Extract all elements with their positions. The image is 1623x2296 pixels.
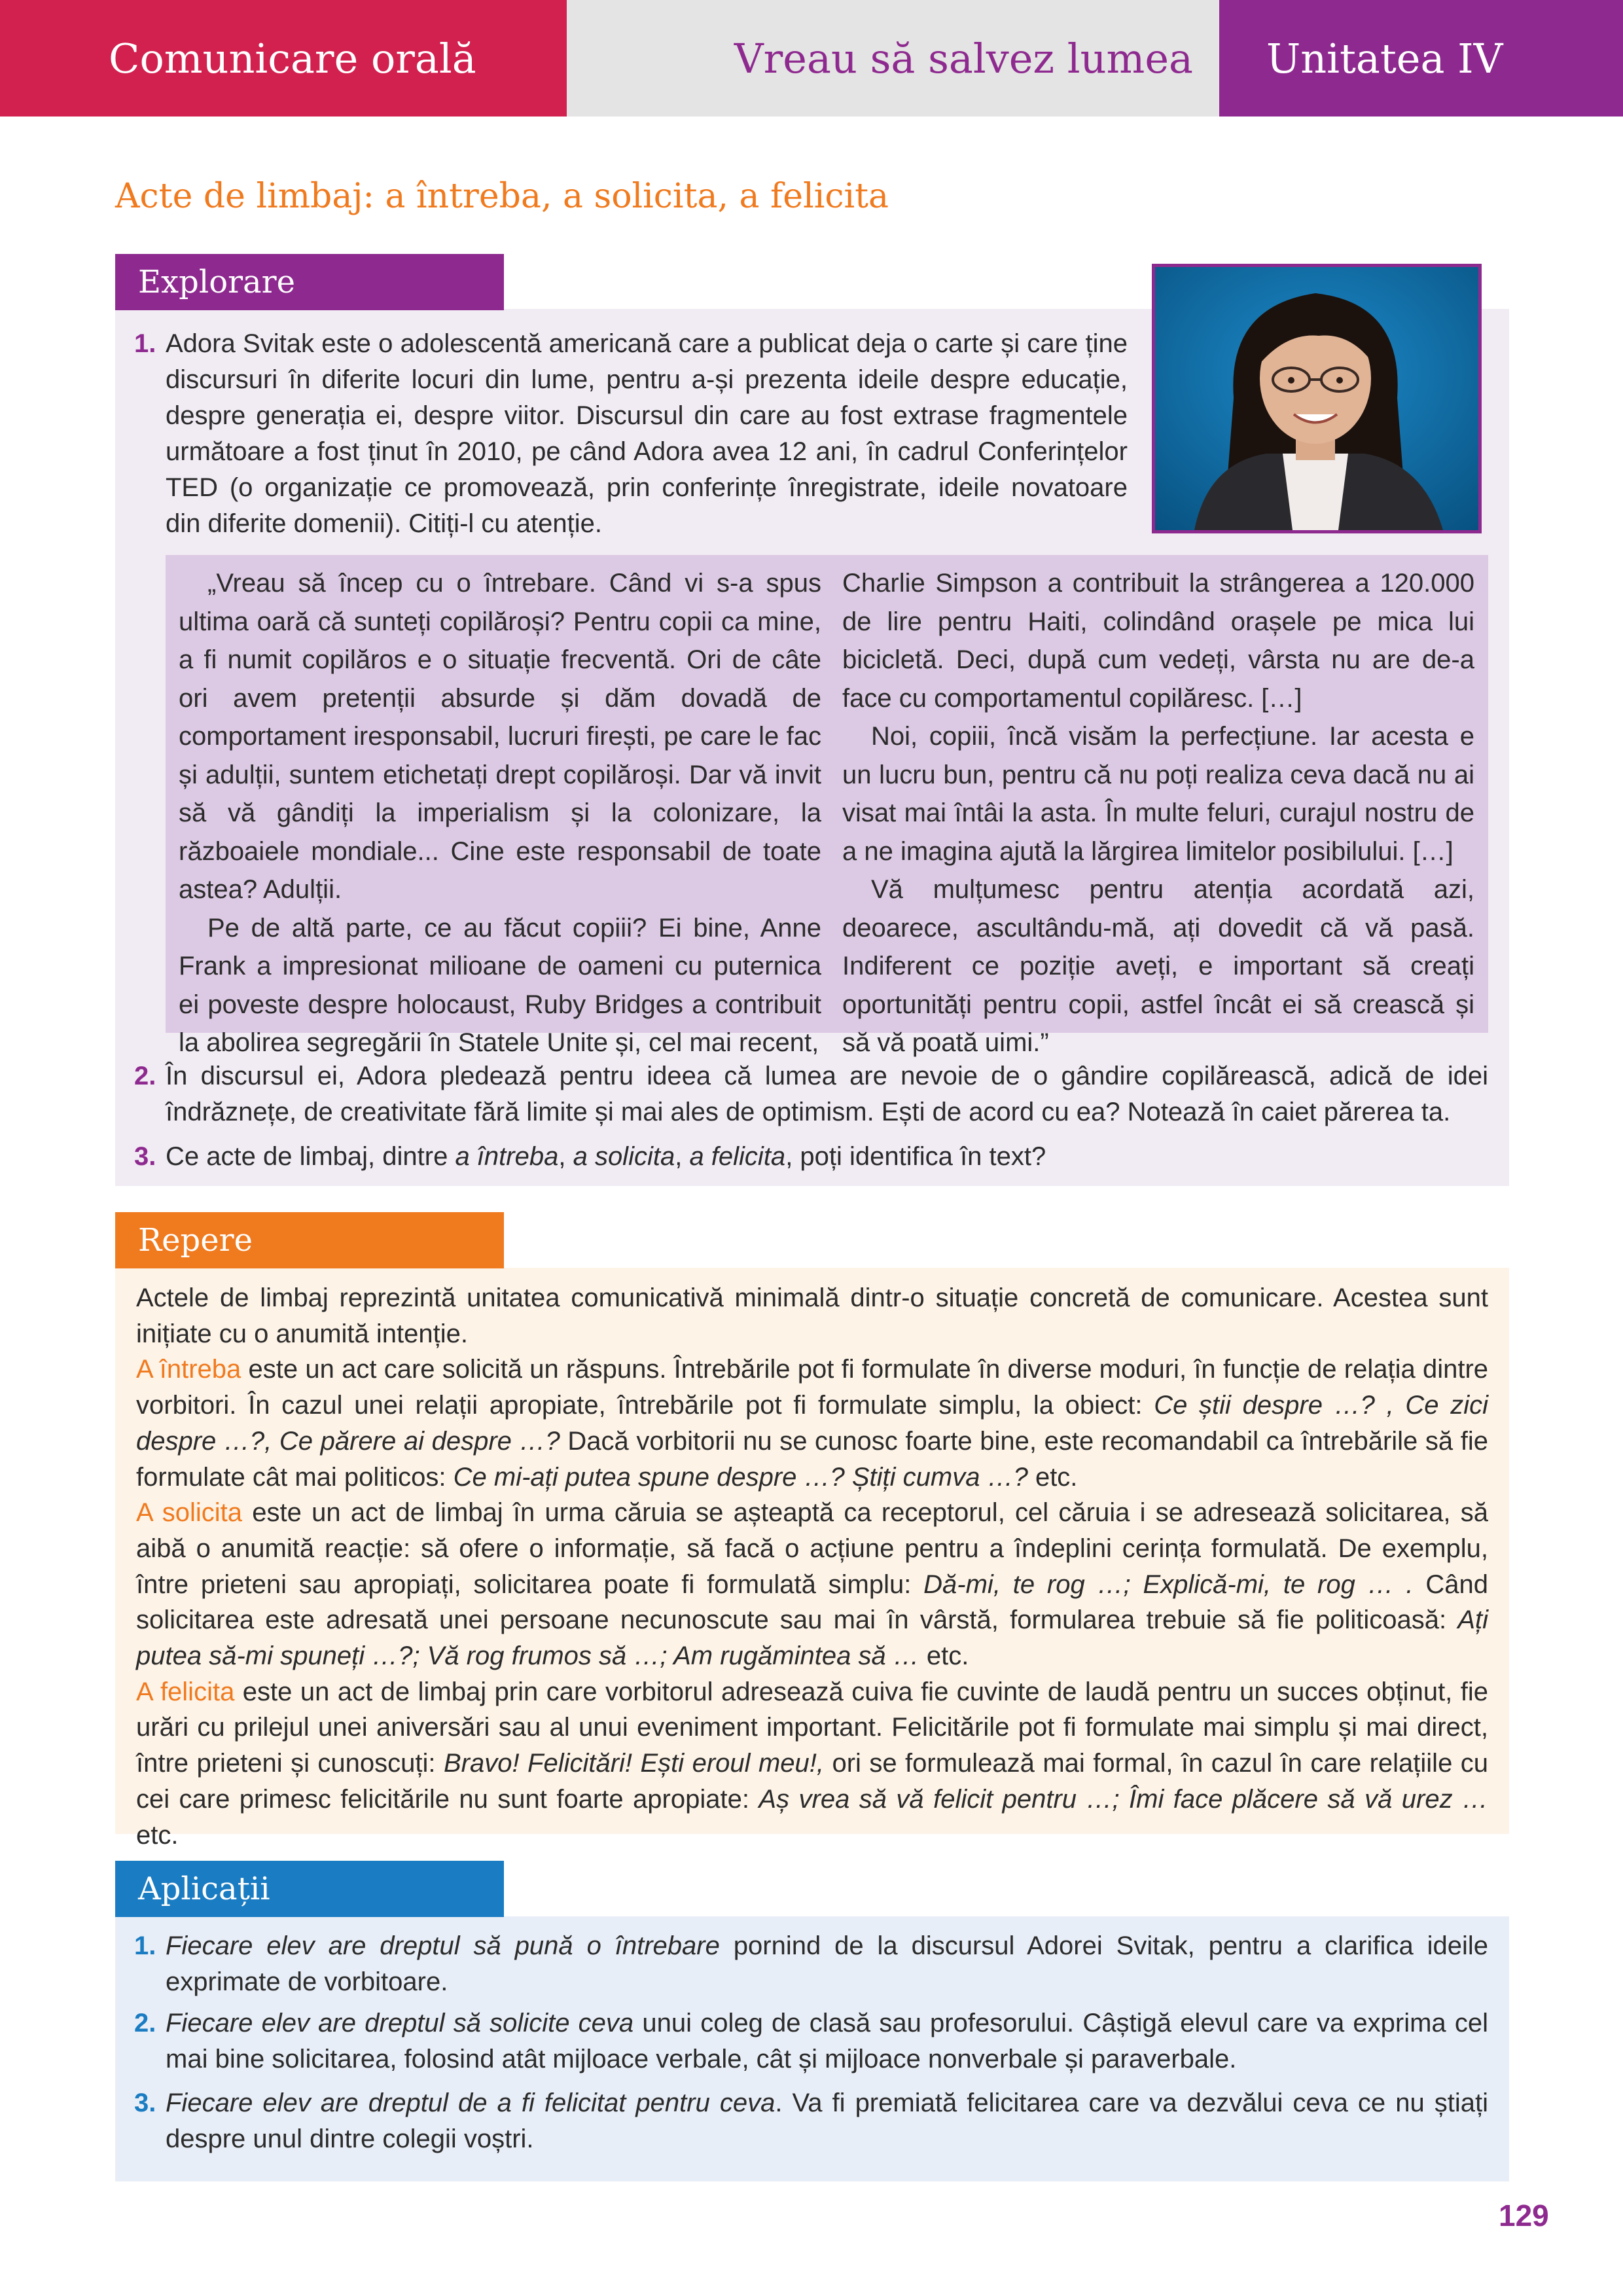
term-italic: a solicita xyxy=(573,1142,675,1171)
speech-paragraph: Noi, copiii, încă visăm la perfecțiune. Iar acesta e un lucru bun, pentru că nu poți realiza ceva dacă nu ai visat mai întâi la asta. În multe feluri, curajul nostru de a ne imagina ajută la lărgirea limitelor posibilului. […] xyxy=(842,722,1474,866)
speech-column-left xyxy=(179,564,821,1062)
text: etc. xyxy=(136,1784,1496,1850)
header-unit: Unitatea IV xyxy=(1266,35,1503,82)
text: Când solicitarea este adresată unei persoane necunoscute sau mai în vârstă, formularea trebuie să fie politicoasă: xyxy=(136,1570,1496,1635)
term-a-intreba: A întreba xyxy=(136,1355,241,1384)
text: Dacă vorbitorii nu se cunosc foarte bine, este recomandabil ca întrebările să fie formulate cât mai politicos: xyxy=(136,1426,1496,1492)
page-number: 129 xyxy=(1499,2198,1549,2233)
speech-column-right xyxy=(842,564,1474,1062)
explorare-item-1 xyxy=(134,326,1128,542)
term-a-felicita: A felicita xyxy=(136,1677,235,1706)
item-number: 2. xyxy=(134,2009,156,2037)
text: este un act care solicită un răspuns. Întrebările pot fi formulate în diverse moduri, în funcție de relația dintre vorbitori. În cazul unei relații apropiate, întrebările pot fi formulate simplu, la obiect: xyxy=(136,1355,1496,1420)
term-a-solicita: A solicita xyxy=(136,1498,242,1528)
repere-intro: Actele de limbaj reprezintă unitatea comunicativă minimală dintr-o situație concretă de comunicare. Acestea sunt inițiate cu o anumită intenție. xyxy=(136,1283,1488,1348)
example-italic: Aș vrea să vă felicit pentru …; Îmi face plăcere să vă urez … xyxy=(758,1784,1488,1814)
text: ori se formulează mai formal, în cazul în care relațiile cu cei care primesc felicitările nu sunt foarte apropiate: xyxy=(136,1749,1496,1814)
explorare-item-2 xyxy=(134,1058,1488,1130)
item-text: pornind de la discursul Adorei Svitak, pentru a clarifica ideile exprimate de vorbitoare. xyxy=(166,1931,1496,1996)
item-text: . Va fi premiată felicitarea care va dezvălui ceva ce nu știați despre unul dintre colegii voștri. xyxy=(166,2089,1496,2153)
explorare-item-3 xyxy=(134,1139,1488,1175)
task-italic: Fiecare elev are dreptul să solicite ceva xyxy=(166,2009,634,2037)
speaker-photo xyxy=(1152,264,1482,533)
example-italic: Bravo! Felicitări! Ești eroul meu!, xyxy=(443,1749,825,1778)
item-text: Adora Svitak este o adolescentă americană care a publicat deja o carte și care ține discursuri în diferite locuri din lume, pentru a-și prezenta ideile despre educație, despre generația ei, despre viitor. Discursul din care au fost extrase fragmentele următoare a fost ținut în 2010, pe când Adora avea 12 ani, în cadrul Conferințelor TED (o organizație ce promovează, prin conferințe înregistrate, ideile novatoare din diferite domenii). Citiți-l cu atenție. xyxy=(166,329,1128,538)
term-italic: a întreba xyxy=(455,1142,559,1171)
speech-paragraph: Pe de altă parte, ce au făcut copiii? Ei bine, Anne Frank a impresionat milioane de oameni cu puternica ei poveste despre holocaust, Ruby Bridges a contribuit la abolirea segregării în Statele Unite și, cel mai recent, xyxy=(179,913,821,1057)
example-italic: Dă-mi, te rog …; Explică-mi, te rog … . xyxy=(923,1570,1414,1599)
item-number: 1. xyxy=(134,1931,156,1960)
repere-felicitare-paragraph xyxy=(136,1674,1496,1854)
aplicatii-item-3 xyxy=(134,2085,1496,2157)
task-italic: Fiecare elev are dreptul să pună o întrebare xyxy=(166,1931,720,1960)
task-italic: Fiecare elev are dreptul de a fi felicitat pentru ceva xyxy=(166,2089,776,2117)
item-text: , xyxy=(675,1142,690,1171)
speech-paragraph: Vă mulțumesc pentru atenția acordată azi, deoarece, ascultându-mă, ați dovedit că vă pasă. Indiferent ce poziție aveți, e important să creați oportunități pentru copii, astfel încât ei să crească și să vă poată uimi.” xyxy=(842,875,1474,1057)
text: etc. xyxy=(1027,1462,1078,1492)
example-italic: Ați putea să-mi spuneți …?; Vă rog frumos să …; Am rugămintea să … xyxy=(136,1605,1488,1671)
repere-content xyxy=(136,1280,1496,1853)
item-number: 2. xyxy=(134,1062,156,1090)
item-text: Ce acte de limbaj, dintre xyxy=(166,1142,455,1171)
text: este un act de limbaj în urma căruia se așteaptă ca receptorul, cel căruia i se adresează solicitarea, să aibă o anumită reacție: să ofere o informație, să facă o acțiune pentru a îndeplini cerința formulată. De exemplu, între prieteni sau apropiați, solicitarea poate fi formulată simplu: xyxy=(136,1498,1496,1599)
term-italic: a felicita xyxy=(689,1142,786,1171)
item-text: , xyxy=(558,1142,573,1171)
item-number: 1. xyxy=(134,329,156,358)
explorare-heading: Explorare xyxy=(115,254,504,310)
speech-paragraph: Charlie Simpson a contribuit la strângerea a 120.000 de lire pentru Haiti, colindând orașele pe mica lui bicicletă. Deci, după cum vedeți, vârsta nu are de-a face cu comportamentul copilăresc. […] xyxy=(842,569,1474,713)
item-number: 3. xyxy=(134,2089,156,2117)
item-text: unui coleg de clasă sau profesorului. Câștigă elevul care va exprima cel mai bine solicitarea, folosind atât mijloace verbale, cât și mijloace nonverbale și paraverbale. xyxy=(166,2009,1496,2073)
repere-heading: Repere xyxy=(115,1212,504,1268)
page-header xyxy=(0,0,1623,117)
repere-solicitare-paragraph xyxy=(136,1495,1496,1674)
header-theme: Vreau să salvez lumea xyxy=(734,35,1193,82)
repere-intrebare-paragraph xyxy=(136,1352,1496,1495)
text: etc. xyxy=(919,1641,969,1671)
example-italic: Ce mi-ați putea spune despre …? Știți cumva …? xyxy=(453,1462,1028,1492)
example-italic: Ce știi despre …? , Ce zici despre …?, Ce părere ai despre …? xyxy=(136,1391,1488,1456)
header-section-right xyxy=(1219,0,1623,117)
speech-excerpt-box xyxy=(166,555,1488,1057)
header-section-middle xyxy=(567,0,1219,117)
header-section-left xyxy=(0,0,567,117)
aplicatii-item-1 xyxy=(134,1928,1496,2000)
header-category: Comunicare orală xyxy=(109,35,476,82)
text: este un act de limbaj prin care vorbitorul adresează cuiva fie cuvinte de laudă pentru un succes obținut, fie urări cu prilejul unei aniversări sau al unui eveniment important. Felicitările pot fi formulate mai simplu și mai direct, între prieteni și cunoscuți: xyxy=(136,1677,1496,1778)
aplicatii-heading: Aplicații xyxy=(115,1861,504,1917)
lesson-title: Acte de limbaj: a întreba, a solicita, a felicita xyxy=(115,177,889,216)
speech-paragraph: „Vreau să încep cu o întrebare. Când vi s-a spus ultima oară că sunteți copilăroși? Pentru copii ca mine, a fi numit copilăros e o situație frecventă. Ori de câte ori avem pretenții absurde și dăm dovadă de comportament iresponsabil, lucruri firești, pe care le fac și adulții, suntem etichetați drept copilăroși. Dar vă invit să vă gândiți la imperialism și la colonizare, la războaiele mondiale... Cine este responsabil de toate astea? Adulții. xyxy=(179,569,821,904)
item-text: În discursul ei, Adora pledează pentru ideea că lumea are nevoie de o gândire copilărească, adică de idei îndrăznețe, de creativitate fără limite și mai ales de optimism. Ești de acord cu ea? Notează în caiet părerea ta. xyxy=(166,1062,1488,1126)
portrait-illustration xyxy=(1155,267,1478,530)
aplicatii-item-2 xyxy=(134,2005,1496,2077)
item-number: 3. xyxy=(134,1142,156,1171)
item-text: , poți identifica în text? xyxy=(785,1142,1046,1171)
